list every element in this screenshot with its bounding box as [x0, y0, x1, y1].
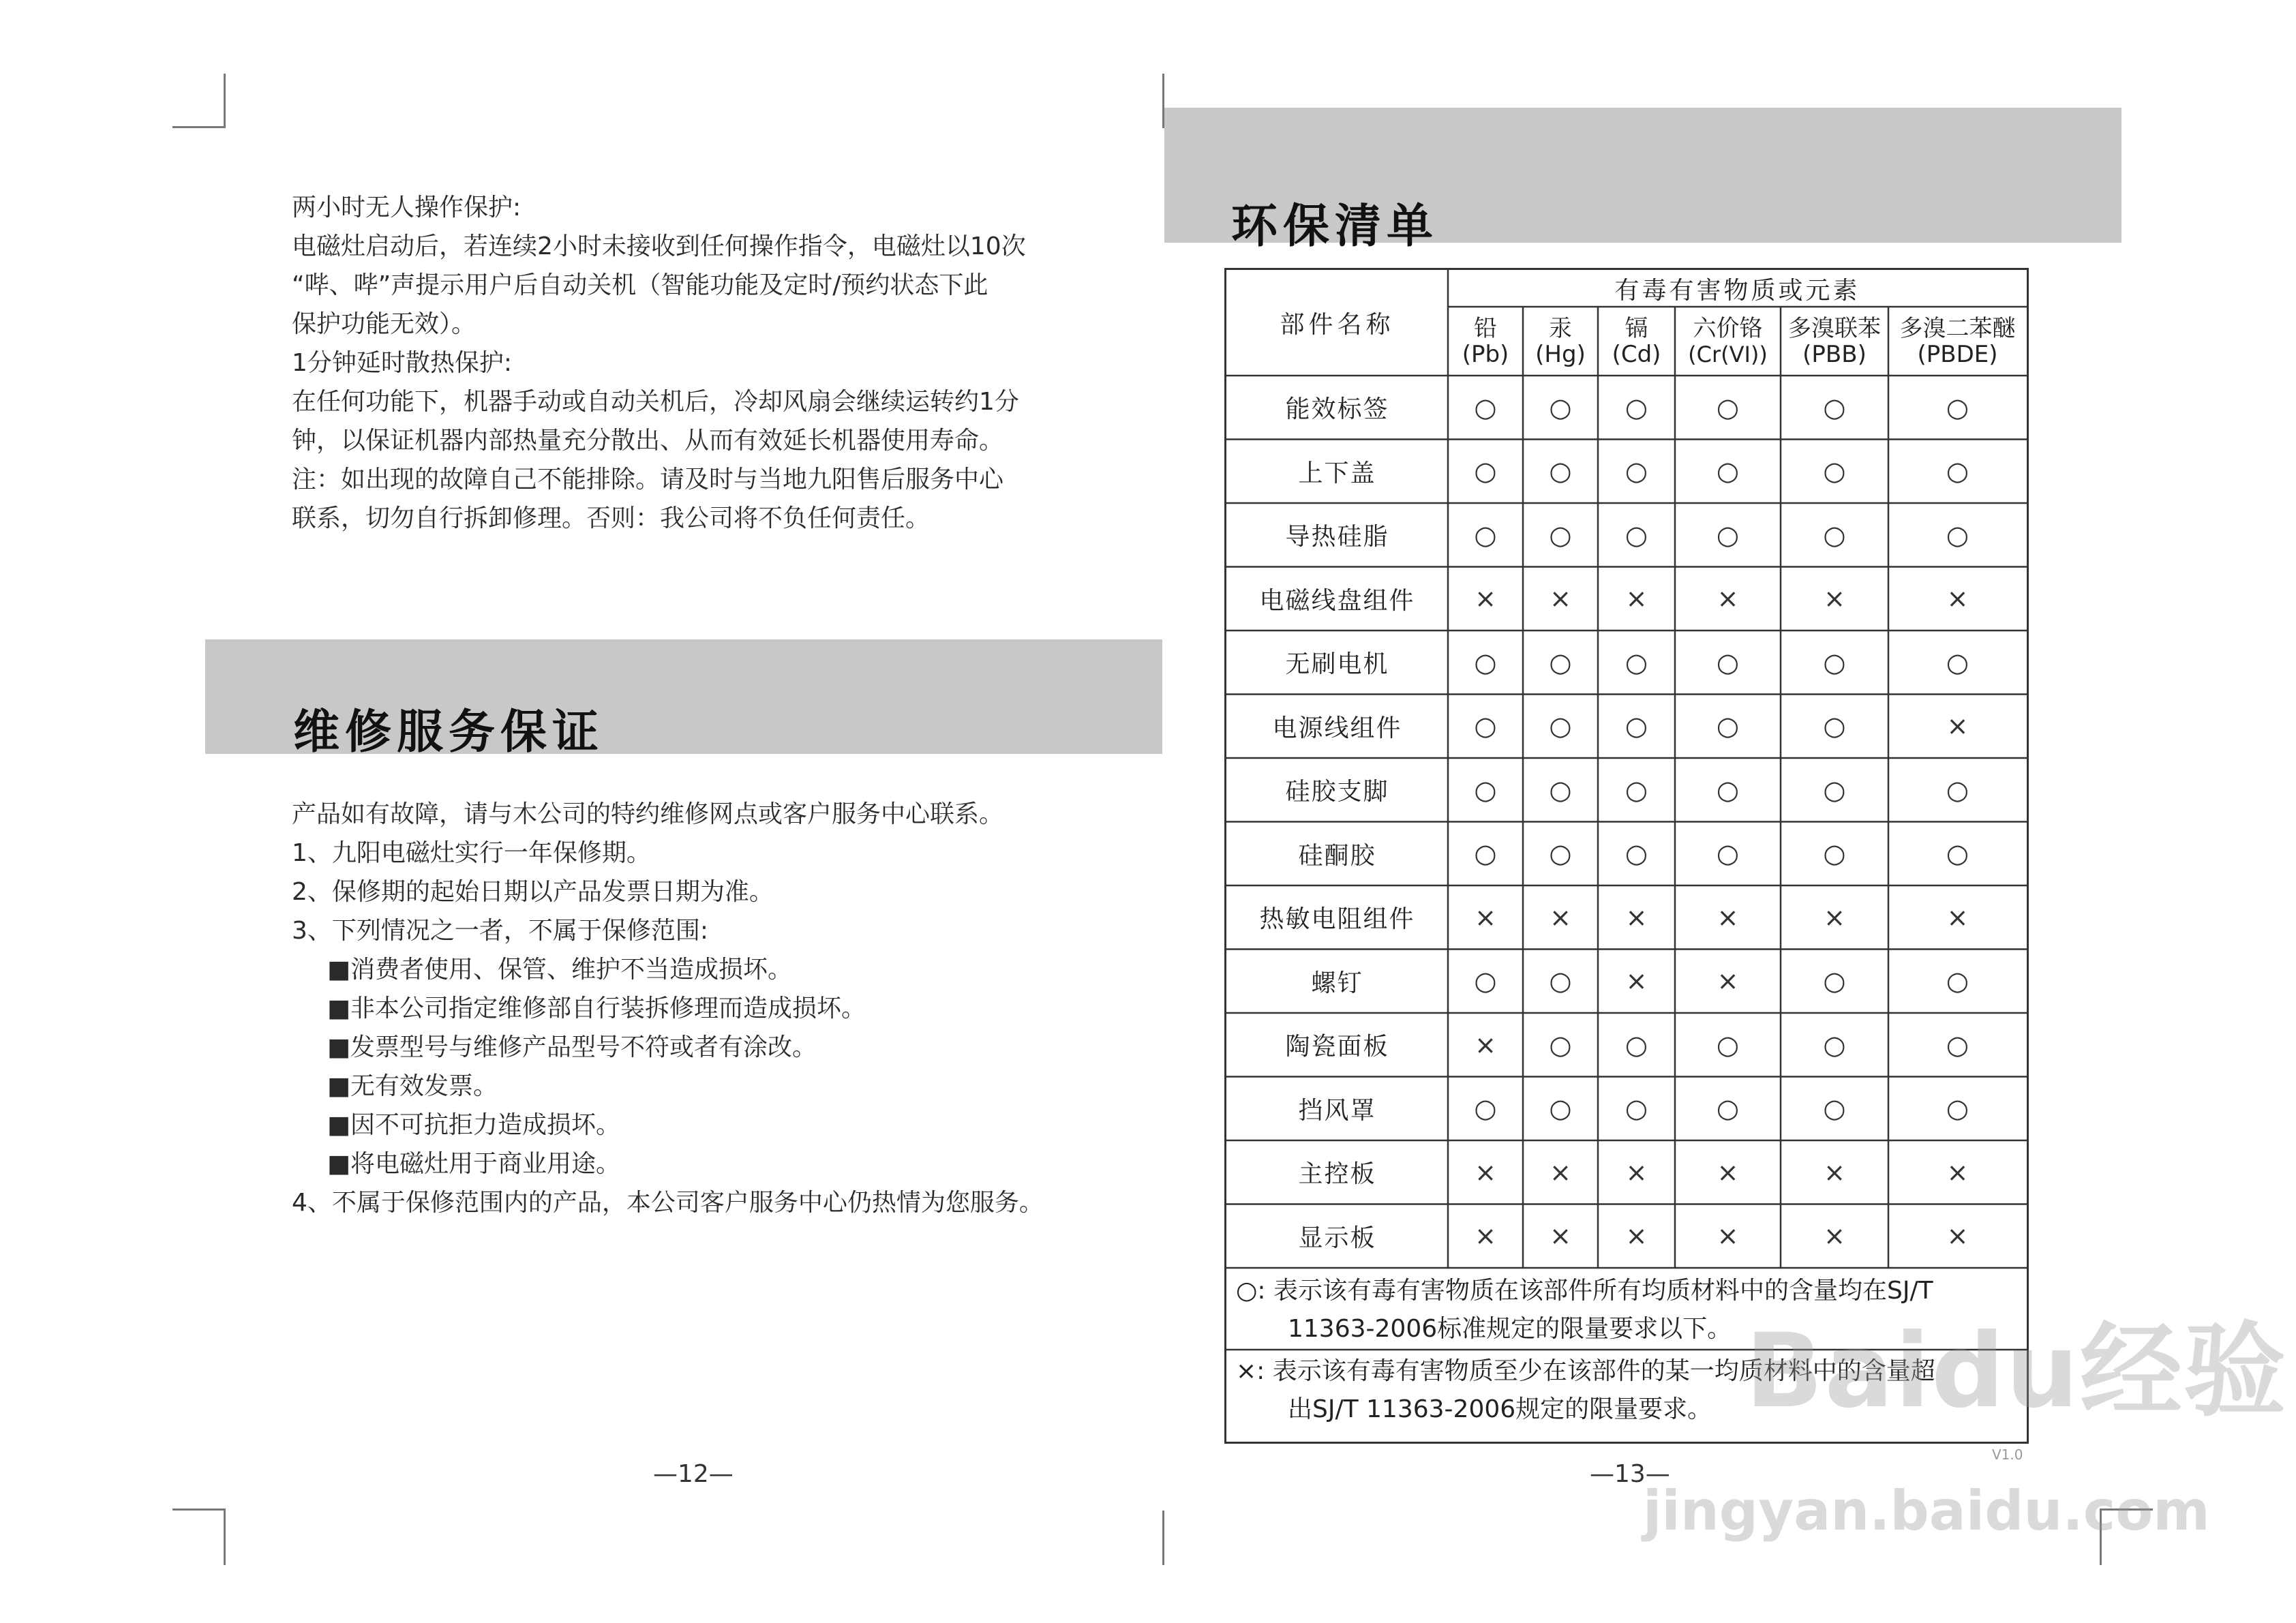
circle-mark-cell: ○ — [1946, 519, 1969, 550]
page-number: —13— — [1590, 1460, 1670, 1488]
substance-column-header — [1523, 307, 1598, 376]
substance-symbol: (Cr(VI)) — [1688, 341, 1768, 367]
part-name-cell: 显示板 — [1298, 1224, 1376, 1252]
circle-mark-cell: ○ — [1474, 838, 1497, 869]
circle-mark-cell: ○ — [1716, 711, 1740, 742]
circle-mark-cell: ○ — [1946, 838, 1969, 869]
cross-mark-cell: × — [1550, 1157, 1571, 1187]
circle-mark-cell: ○ — [1823, 392, 1846, 423]
text-line: 1分钟延时散热保护: — [292, 349, 513, 377]
circle-mark-cell: ○ — [1823, 838, 1846, 869]
circle-mark-cell: ○ — [1716, 838, 1740, 869]
crop-mark — [1162, 1511, 1164, 1565]
substance-name: 汞 — [1549, 314, 1572, 342]
circle-mark-cell: ○ — [1946, 774, 1969, 805]
circle-mark-cell: ○ — [1625, 1029, 1648, 1060]
warranty-exclusion-item: ■将电磁灶用于商业用途。 — [327, 1150, 621, 1178]
crop-mark — [172, 126, 226, 128]
crop-mark — [224, 1511, 226, 1565]
cross-mark-cell: × — [1717, 583, 1739, 614]
circle-mark-cell: ○ — [1946, 392, 1969, 423]
warranty-exclusion-item: ■非本公司指定维修部自行装拆修理而造成损坏。 — [327, 995, 866, 1022]
text-line: 保护功能无效）。 — [292, 310, 477, 338]
note-line: ○: 表示该有毒有害物质在该部件所有均质材料中的含量均在SJ/T — [1236, 1277, 1933, 1305]
cross-mark-cell: × — [1550, 1221, 1571, 1252]
text-line: 电磁灶启动后，若连续2小时未接收到任何操作指令，电磁灶以10次 — [292, 232, 1026, 260]
circle-mark-cell: ○ — [1625, 519, 1648, 550]
warranty-line: 产品如有故障，请与木公司的特约维修网点或客户服务中心联系。 — [292, 800, 1004, 828]
circle-mark-cell: ○ — [1474, 519, 1497, 550]
warranty-exclusion-item: ■消费者使用、保管、维护不当造成损坏。 — [327, 956, 793, 984]
text-line: 注：如出现的故障自己不能排除。请及时与当地九阳售后服务中心 — [292, 466, 1004, 494]
circle-mark-cell: ○ — [1625, 1093, 1648, 1124]
baidu-watermark-url: jingyan.baidu.com — [1643, 1479, 2210, 1543]
substance-name: 多溴二苯醚 — [1899, 314, 2016, 342]
circle-mark-cell: ○ — [1549, 1029, 1572, 1060]
circle-mark-cell: ○ — [1474, 711, 1497, 742]
warranty-line: 1、九阳电磁灶实行一年保修期。 — [292, 839, 651, 867]
text-line: “哔、哔”声提示用户后自动关机（智能功能及定时/预约状态下此 — [292, 271, 988, 299]
circle-mark-cell: ○ — [1946, 1093, 1969, 1124]
part-name-cell: 硅胶支脚 — [1285, 778, 1389, 806]
substance-column-header — [1675, 307, 1781, 376]
circle-mark-cell: ○ — [1549, 966, 1572, 997]
part-name-cell: 主控板 — [1298, 1160, 1376, 1189]
substance-symbol: (PBB) — [1802, 340, 1867, 368]
circle-mark-cell: ○ — [1946, 456, 1969, 487]
circle-mark-cell: ○ — [1549, 456, 1572, 487]
substance-symbol: (PBDE) — [1917, 340, 1998, 368]
circle-mark-cell: ○ — [1549, 1093, 1572, 1124]
part-name-cell: 陶瓷面板 — [1285, 1033, 1389, 1061]
circle-mark-cell: ○ — [1474, 456, 1497, 487]
part-name-cell: 螺钉 — [1311, 969, 1363, 997]
circle-mark-cell: ○ — [1625, 456, 1648, 487]
cross-mark-cell: × — [1717, 1157, 1739, 1187]
text-line: 在任何功能下，机器手动或自动关机后，冷却风扇会继续运转约1分 — [292, 388, 1019, 416]
circle-mark-cell: ○ — [1946, 647, 1969, 678]
circle-mark-cell: ○ — [1549, 774, 1572, 805]
warranty-line: 3、下列情况之一者，不属于保修范围: — [292, 917, 709, 945]
substance-column-header — [1781, 307, 1888, 376]
circle-mark-cell: ○ — [1625, 392, 1648, 423]
note-line: 出SJ/T 11363-2006规定的限量要求。 — [1288, 1395, 1712, 1423]
part-name-cell: 导热硅脂 — [1285, 523, 1389, 551]
warranty-exclusion-item: ■发票型号与维修产品型号不符或者有涂改。 — [327, 1033, 817, 1061]
warranty-line: 4、不属于保修范围内的产品，本公司客户服务中心仍热情为您服务。 — [292, 1189, 1044, 1217]
circle-mark-cell: ○ — [1549, 392, 1572, 423]
cross-mark-cell: × — [1946, 902, 1969, 932]
cross-mark-cell: × — [1946, 583, 1969, 614]
circle-mark-cell: ○ — [1549, 838, 1572, 869]
substance-name: 多溴联苯 — [1788, 314, 1881, 342]
section-title: 环保清单 — [1231, 200, 1439, 254]
cross-mark-cell: × — [1475, 1029, 1496, 1060]
circle-mark-cell: ○ — [1823, 966, 1846, 997]
circle-mark-cell: ○ — [1549, 711, 1572, 742]
cross-mark-cell: × — [1824, 902, 1845, 932]
cross-mark-cell: × — [1717, 1221, 1739, 1252]
circle-mark-cell: ○ — [1716, 519, 1740, 550]
cross-mark-cell: × — [1475, 902, 1496, 932]
section-title: 维修服务保证 — [293, 706, 605, 759]
text-line: 联系，切勿自行拆卸修理。否则：我公司将不负任何责任。 — [292, 504, 931, 532]
circle-mark-cell: ○ — [1823, 456, 1846, 487]
substance-column-header — [1598, 307, 1675, 376]
circle-mark-cell: ○ — [1716, 1029, 1740, 1060]
circle-mark-cell: ○ — [1823, 1029, 1846, 1060]
circle-mark-cell: ○ — [1716, 774, 1740, 805]
cross-mark-cell: × — [1550, 902, 1571, 932]
substance-symbol: (Hg) — [1535, 340, 1586, 368]
circle-mark-cell: ○ — [1823, 519, 1846, 550]
warranty-text — [292, 795, 1044, 1222]
cross-mark-cell: × — [1824, 1221, 1845, 1252]
cross-mark-cell: × — [1625, 583, 1648, 614]
circle-mark-cell: ○ — [1474, 647, 1497, 678]
part-name-cell: 热敏电阻组件 — [1259, 905, 1415, 934]
baidu-watermark-logo: Baidu经验 — [1745, 1312, 2288, 1431]
circle-mark-cell: ○ — [1474, 966, 1497, 997]
crop-mark — [224, 74, 226, 128]
cross-mark-cell: × — [1475, 583, 1496, 614]
circle-mark-cell: ○ — [1625, 711, 1648, 742]
cross-mark-cell: × — [1625, 902, 1648, 932]
cross-mark-cell: × — [1475, 1157, 1496, 1187]
substance-name: 铅 — [1474, 314, 1497, 342]
substance-column-header — [1448, 307, 1523, 376]
circle-mark-cell: ○ — [1474, 1093, 1497, 1124]
cross-mark-cell: × — [1475, 1221, 1496, 1252]
warranty-exclusion-item: ■因不可抗拒力造成损坏。 — [327, 1111, 621, 1139]
circle-mark-cell: ○ — [1823, 1093, 1846, 1124]
part-name-cell: 电源线组件 — [1272, 714, 1402, 742]
part-name-cell: 硅酮胶 — [1298, 841, 1376, 870]
text-line: 两小时无人操作保护: — [292, 194, 522, 222]
substance-name: 六价铬 — [1693, 314, 1763, 342]
cross-mark-cell: × — [1625, 966, 1648, 997]
circle-mark-cell: ○ — [1946, 966, 1969, 997]
circle-mark-cell: ○ — [1823, 647, 1846, 678]
circle-mark-cell: ○ — [1625, 647, 1648, 678]
substance-group-header: 有毒有害物质或元素 — [1614, 276, 1860, 305]
version-code: V1.0 — [1992, 1446, 2023, 1463]
substance-symbol: (Pb) — [1462, 340, 1509, 368]
circle-mark-cell: ○ — [1474, 392, 1497, 423]
circle-mark-cell: ○ — [1716, 456, 1740, 487]
part-name-header: 部件名称 — [1280, 311, 1395, 339]
part-name-cell: 电磁线盘组件 — [1259, 586, 1415, 615]
crop-mark — [172, 1508, 226, 1511]
cross-mark-cell: × — [1550, 583, 1571, 614]
warranty-exclusion-item: ■无有效发票。 — [327, 1072, 498, 1100]
cross-mark-cell: × — [1946, 1157, 1969, 1187]
circle-mark-cell: ○ — [1625, 774, 1648, 805]
cross-mark-cell: × — [1946, 711, 1969, 742]
circle-mark-cell: ○ — [1716, 392, 1740, 423]
substance-column-header — [1888, 307, 2027, 376]
cross-mark-cell: × — [1717, 902, 1739, 932]
circle-mark-cell: ○ — [1716, 1093, 1740, 1124]
part-name-cell: 无刷电机 — [1285, 650, 1389, 679]
note-line: ×: 表示该有毒有害物质至少在该部件的某一均质材料中的含量超 — [1236, 1357, 1935, 1385]
circle-mark-cell: ○ — [1823, 711, 1846, 742]
circle-mark-cell: ○ — [1549, 519, 1572, 550]
circle-mark-cell: ○ — [1474, 774, 1497, 805]
circle-mark-cell: ○ — [1549, 647, 1572, 678]
circle-mark-cell: ○ — [1946, 1029, 1969, 1060]
cross-mark-cell: × — [1717, 966, 1739, 997]
circle-mark-cell: ○ — [1716, 647, 1740, 678]
substance-symbol: (Cd) — [1612, 340, 1661, 368]
cross-mark-cell: × — [1824, 1157, 1845, 1187]
substance-name: 镉 — [1625, 314, 1648, 342]
page-number: —12— — [653, 1460, 734, 1488]
circle-mark-cell: ○ — [1823, 774, 1846, 805]
cross-mark-cell: × — [1824, 583, 1845, 614]
part-name-cell: 挡风罩 — [1298, 1096, 1376, 1125]
circle-mark-cell: ○ — [1625, 838, 1648, 869]
cross-mark-cell: × — [1946, 1221, 1969, 1252]
cross-mark-cell: × — [1625, 1221, 1648, 1252]
protection-text — [292, 188, 1026, 538]
note-line: 11363-2006标准规定的限量要求以下。 — [1288, 1315, 1732, 1343]
warranty-line: 2、保修期的起始日期以产品发票日期为准。 — [292, 878, 774, 906]
part-name-cell: 能效标签 — [1285, 395, 1389, 424]
part-name-cell: 上下盖 — [1298, 459, 1376, 487]
hazardous-substance-table — [1224, 268, 2029, 1444]
text-line: 钟，以保证机器内部热量充分散出、从而有效延长机器使用寿命。 — [292, 427, 1004, 455]
cross-mark-cell: × — [1625, 1157, 1648, 1187]
